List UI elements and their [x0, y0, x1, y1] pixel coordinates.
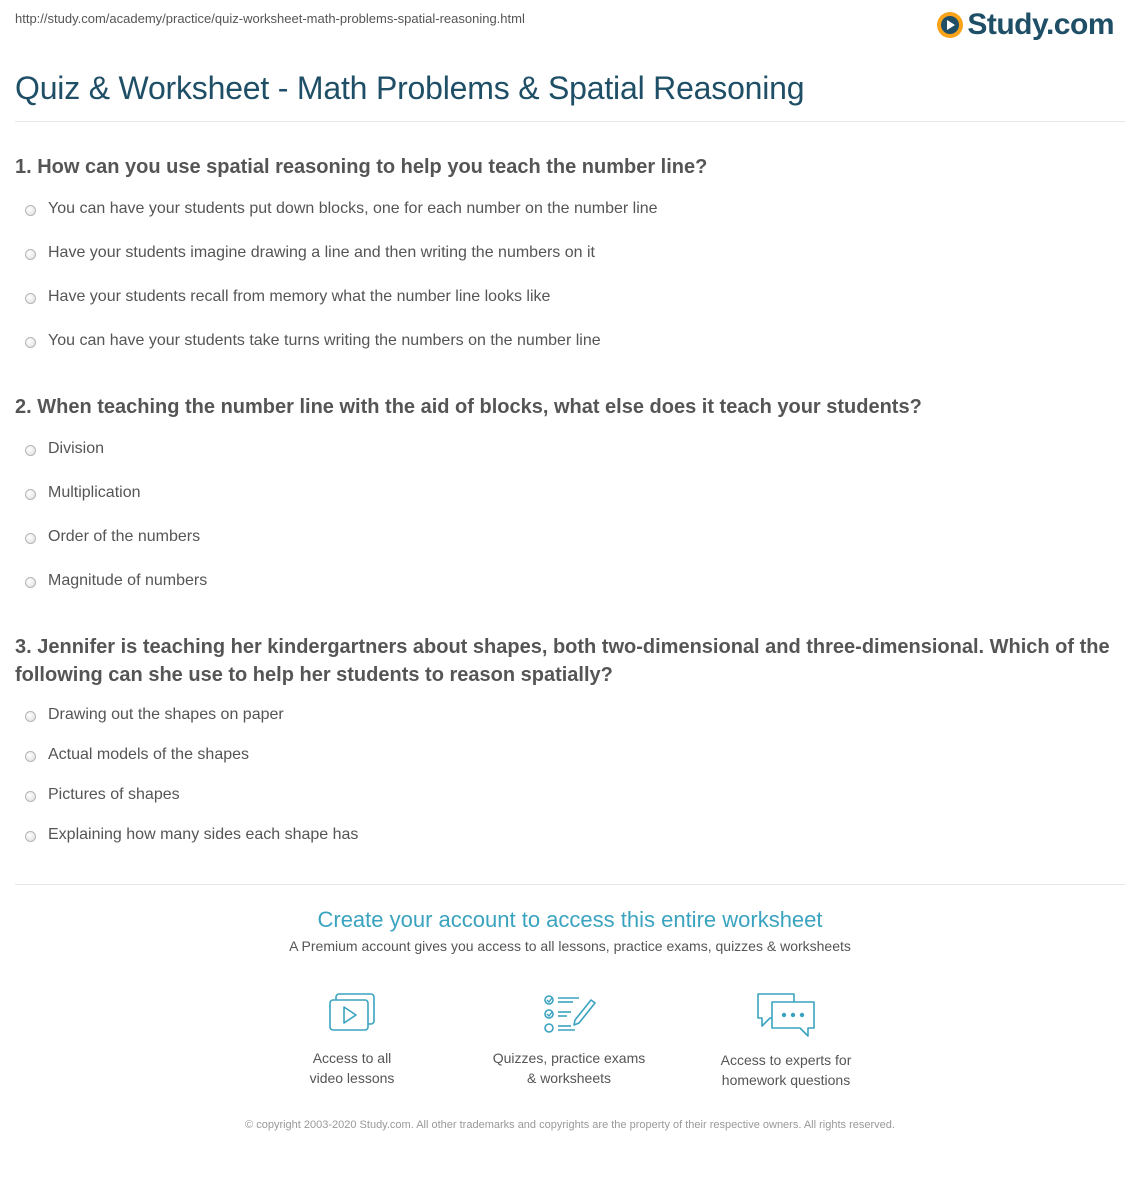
copyright-text: © copyright 2003-2020 Study.com. All other trademarks and copyrights are the property of their respective owners. All rights reserved.	[245, 1119, 895, 1131]
feature-label: Quizzes, practice exams & worksheets	[492, 1050, 646, 1086]
answer-label: You can have your students take turns writing the numbers on the number line	[48, 332, 601, 349]
answer-option[interactable]	[25, 332, 658, 376]
chat-experts-icon	[754, 990, 818, 1040]
question-1-options	[25, 200, 658, 376]
answer-label: Actual models of the shapes	[48, 746, 250, 763]
answer-label: Magnitude of numbers	[48, 572, 208, 589]
question-3-options	[25, 706, 358, 866]
answer-option[interactable]	[25, 244, 658, 288]
title-divider	[15, 121, 1125, 122]
video-lessons-icon	[324, 990, 380, 1038]
answer-option[interactable]	[25, 706, 358, 746]
feature-experts	[686, 990, 886, 1090]
feature-label: Access to all video lessons	[309, 1050, 395, 1086]
answer-option[interactable]	[25, 484, 207, 528]
radio-icon[interactable]	[25, 711, 36, 722]
answer-label: Have your students recall from memory what the number line looks like	[48, 288, 551, 305]
answer-label: You can have your students put down blocks, one for each number on the number line	[48, 200, 658, 217]
cta-divider	[15, 884, 1125, 885]
study-logo[interactable]	[937, 8, 1114, 42]
cta-subtitle: A Premium account gives you access to all lessons, practice exams, quizzes & worksheets	[289, 938, 851, 954]
answer-label: Have your students imagine drawing a line and then writing the numbers on it	[48, 244, 595, 261]
answer-label: Order of the numbers	[48, 528, 201, 545]
radio-icon[interactable]	[25, 577, 36, 588]
feature-quizzes	[469, 990, 669, 1088]
radio-icon[interactable]	[25, 751, 36, 762]
create-account-link[interactable]: Create your account to access this entire worksheet	[317, 907, 823, 932]
answer-option[interactable]	[25, 746, 358, 786]
logo-text: Study.com	[967, 8, 1114, 41]
answer-option[interactable]	[25, 200, 658, 244]
radio-icon[interactable]	[25, 293, 36, 304]
question-2-options	[25, 440, 207, 616]
radio-icon[interactable]	[25, 533, 36, 544]
feature-video-lessons	[252, 990, 452, 1088]
radio-icon[interactable]	[25, 791, 36, 802]
radio-icon[interactable]	[25, 337, 36, 348]
question-1: 1. How can you use spatial reasoning to help you teach the number line?	[15, 156, 708, 178]
feature-label: Access to experts for homework questions	[720, 1052, 852, 1088]
answer-label: Drawing out the shapes on paper	[48, 706, 284, 723]
radio-icon[interactable]	[25, 445, 36, 456]
radio-icon[interactable]	[25, 249, 36, 260]
radio-icon[interactable]	[25, 831, 36, 842]
answer-option[interactable]	[25, 528, 207, 572]
answer-label: Pictures of shapes	[48, 786, 180, 803]
answer-option[interactable]	[25, 440, 207, 484]
answer-option[interactable]	[25, 826, 358, 866]
answer-label: Division	[48, 440, 105, 457]
page-url: http://study.com/academy/practice/quiz-worksheet-math-problems-spatial-reasoning.html	[15, 11, 525, 26]
answer-option[interactable]	[25, 572, 207, 616]
quiz-checklist-icon	[541, 990, 597, 1038]
question-2: 2. When teaching the number line with the aid of blocks, what else does it teach your students?	[15, 396, 922, 418]
answer-label: Explaining how many sides each shape has	[48, 826, 359, 843]
answer-label: Multiplication	[48, 484, 141, 501]
page-title: Quiz & Worksheet - Math Problems & Spatial Reasoning	[15, 70, 805, 106]
answer-option[interactable]	[25, 288, 658, 332]
play-badge-icon	[937, 12, 963, 38]
question-3: 3. Jennifer is teaching her kindergartners about shapes, both two-dimensional and three-dimensional. Which of the following can she use to help her students to reason spatially?	[15, 636, 1110, 686]
radio-icon[interactable]	[25, 205, 36, 216]
radio-icon[interactable]	[25, 489, 36, 500]
answer-option[interactable]	[25, 786, 358, 826]
